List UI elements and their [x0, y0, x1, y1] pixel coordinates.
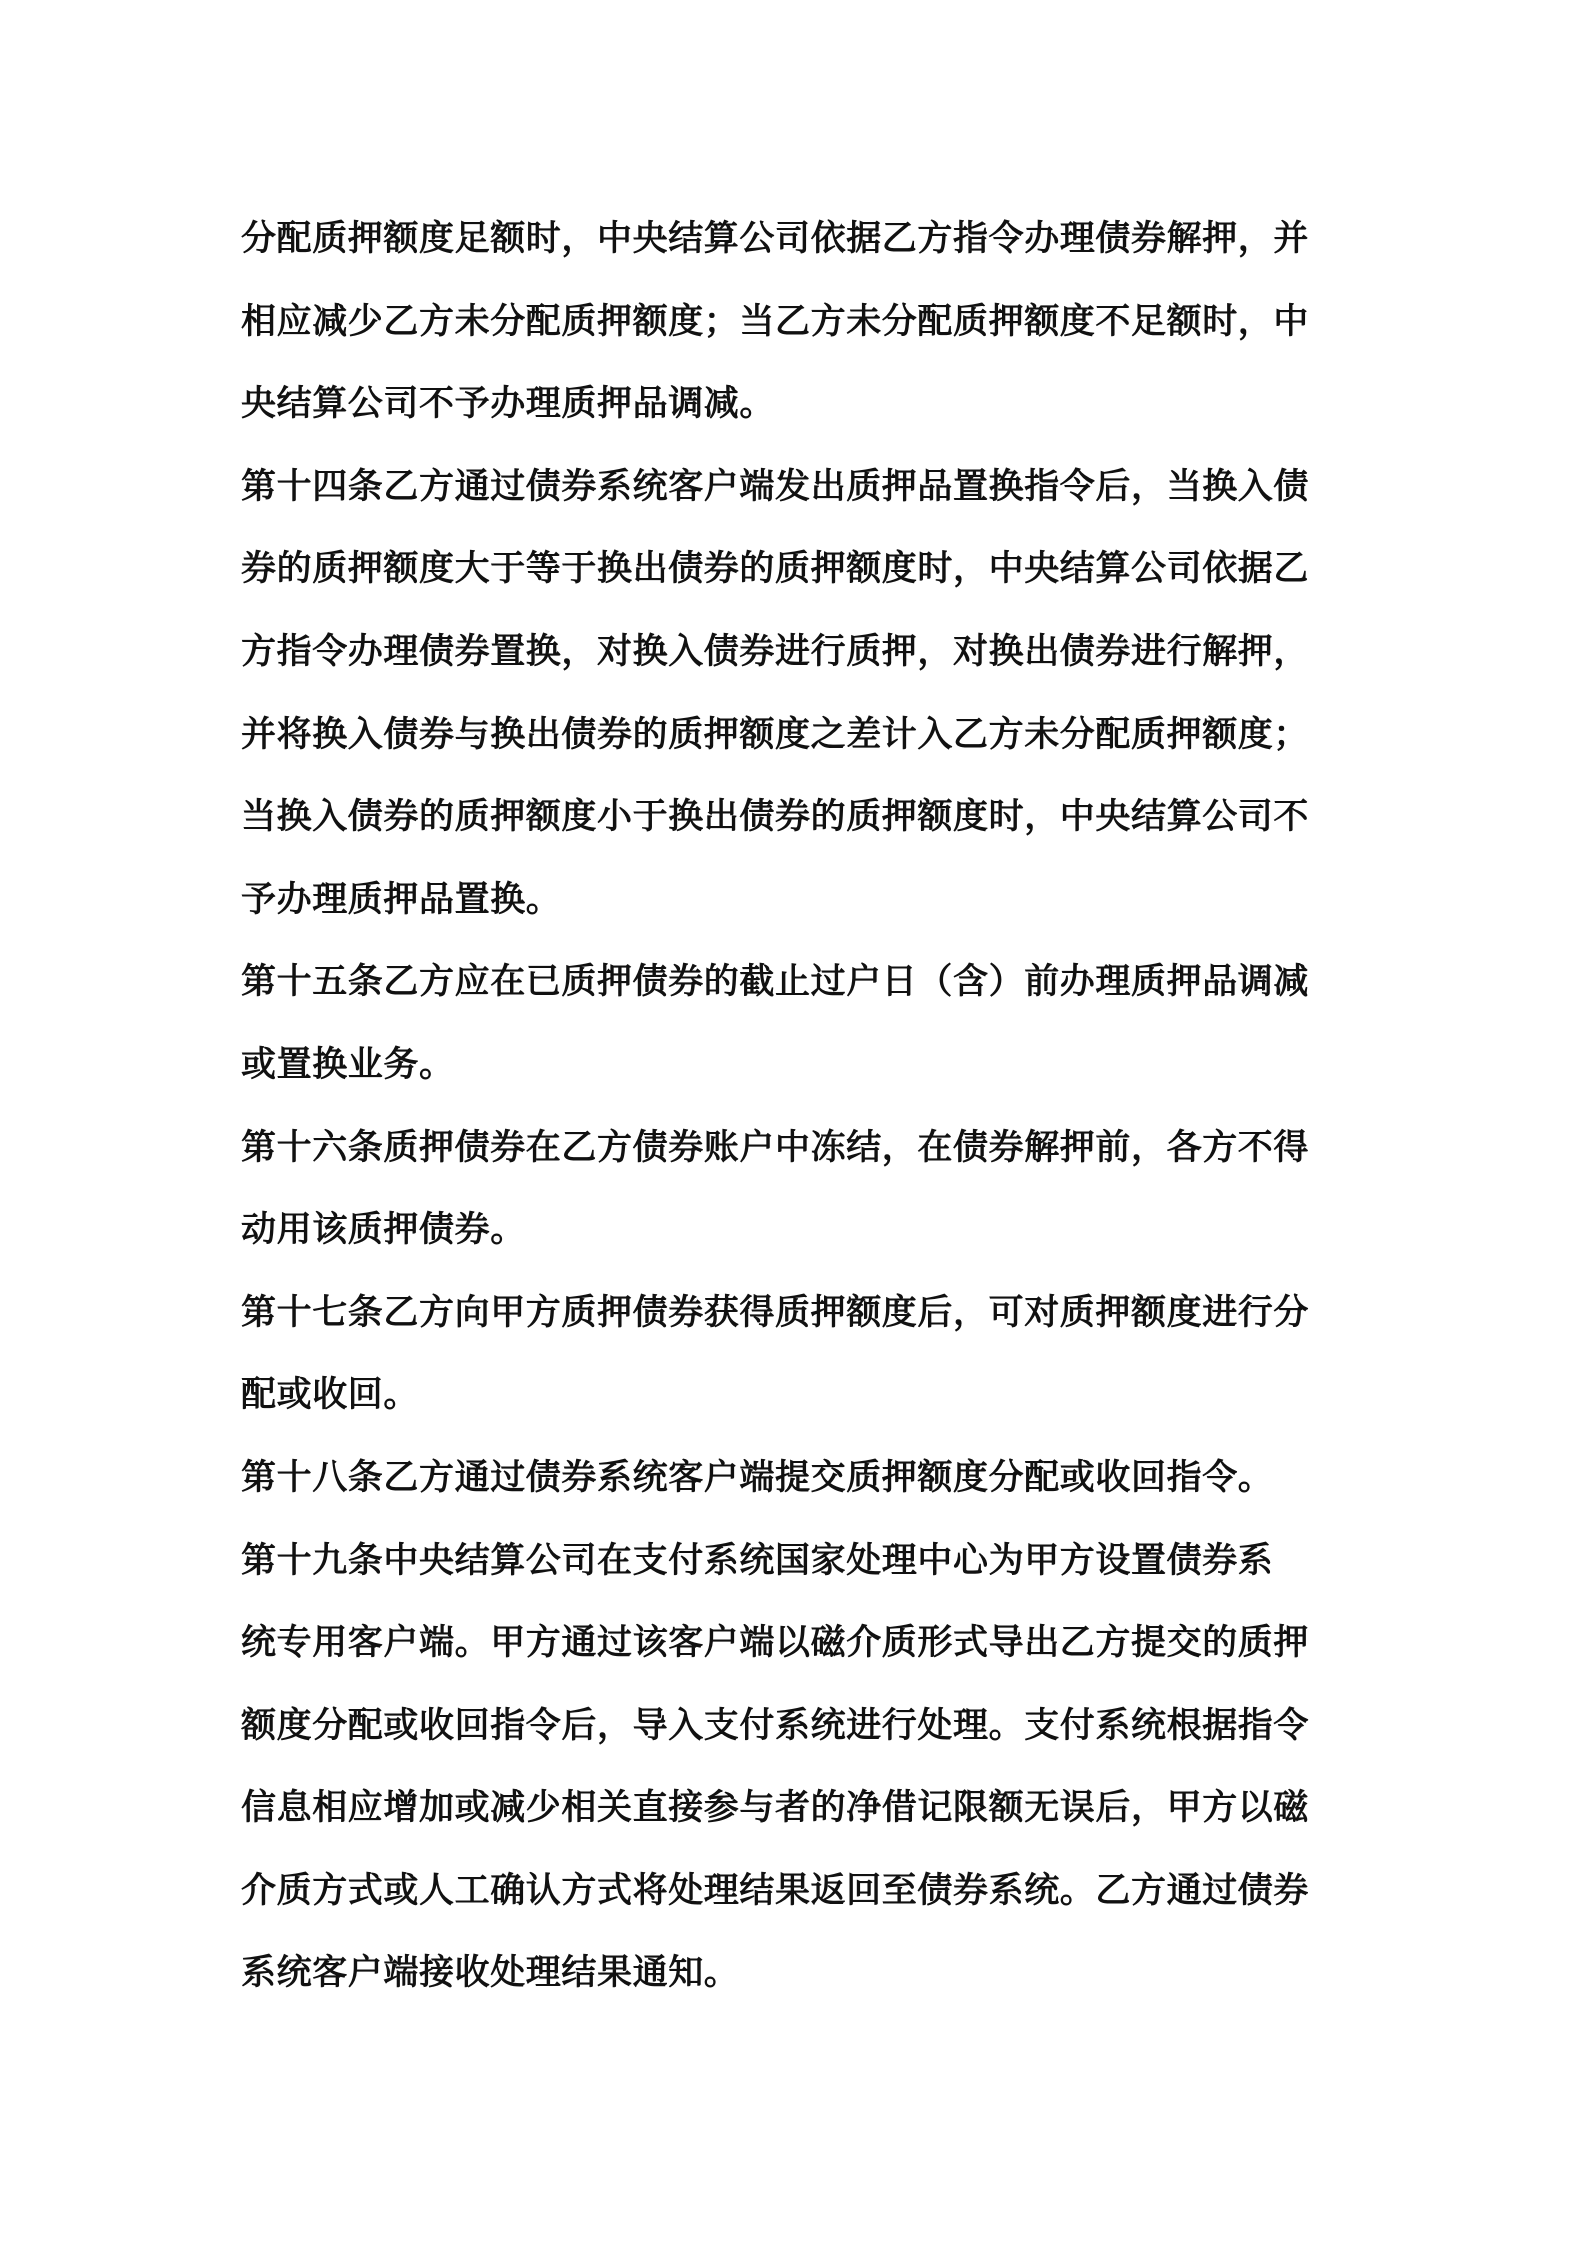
text-line: 配或收回。 [241, 1375, 420, 1416]
text-line: 动用该质押债券。 [241, 1210, 526, 1251]
text-line: 额度分配或收回指令后，导入支付系统进行处理。支付系统根据指令 [241, 1705, 1310, 1746]
text-line: 当换入债券的质押额度小于换出债券的质押额度时，中央结算公司不 [241, 797, 1310, 838]
text-line: 第十五条乙方应在已质押债券的截止过户日（含）前办理质押品调减 [241, 962, 1310, 1003]
text-line: 方指令办理债券置换，对换入债券进行质押，对换出债券进行解押， [241, 631, 1310, 672]
document-body [241, 198, 1353, 2015]
text-line: 第十七条乙方向甲方质押债券获得质押额度后，可对质押额度进行分 [241, 1292, 1310, 1333]
text-line: 并将换入债券与换出债券的质押额度之差计入乙方未分配质押额度； [241, 714, 1310, 755]
text-line: 统专用客户端。甲方通过该客户端以磁介质形式导出乙方提交的质押 [241, 1623, 1310, 1664]
text-line: 券的质押额度大于等于换出债券的质押额度时，中央结算公司依据乙 [241, 549, 1310, 590]
text-line: 介质方式或人工确认方式将处理结果返回至债券系统。乙方通过债券 [241, 1870, 1310, 1911]
text-line: 央结算公司不予办理质押品调减。 [241, 384, 776, 425]
text-line: 相应减少乙方未分配质押额度；当乙方未分配质押额度不足额时，中 [241, 301, 1310, 342]
text-line: 信息相应增加或减少相关直接参与者的净借记限额无误后，甲方以磁 [241, 1788, 1310, 1829]
text-line: 第十六条质押债券在乙方债券账户中冻结，在债券解押前，各方不得 [241, 1127, 1310, 1168]
text-line: 予办理质押品置换。 [241, 879, 562, 920]
text-line: 第十四条乙方通过债券系统客户端发出质押品置换指令后，当换入债 [241, 466, 1310, 507]
text-line: 第十八条乙方通过债券系统客户端提交质押额度分配或收回指令。 [241, 1457, 1274, 1498]
text-line: 分配质押额度足额时，中央结算公司依据乙方指令办理债券解押，并 [241, 219, 1310, 259]
text-line: 或置换业务。 [241, 1044, 455, 1085]
text-line: 第十九条中央结算公司在支付系统国家处理中心为甲方设置债券系 [241, 1540, 1274, 1581]
text-line: 系统客户端接收处理结果通知。 [241, 1953, 740, 1994]
